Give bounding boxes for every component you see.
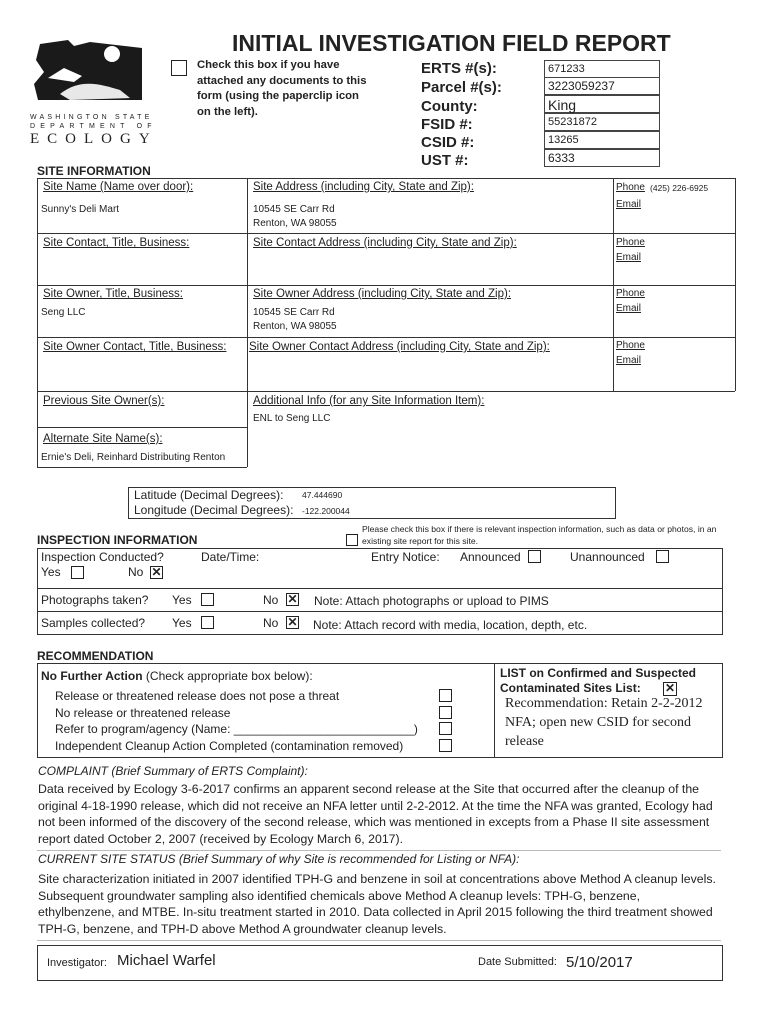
site-owner-label: Site Owner, Title, Business: [43,288,183,300]
county-field[interactable]: King [544,95,660,113]
nfa-option-3-checkbox[interactable] [439,722,452,735]
samples-yes-checkbox[interactable] [201,616,214,629]
site-contact-label: Site Contact, Title, Business: [43,237,190,249]
samples-no-label: No [263,616,279,630]
logo-line2: DEPARTMENT OF [30,123,157,130]
conducted-yes-checkbox[interactable] [71,566,84,579]
logo-line1: WASHINGTON STATE [30,114,153,121]
site-owner-value[interactable]: Seng LLC [41,307,86,318]
erts-field[interactable]: 671233 [544,60,660,78]
site-owner-address-label: Site Owner Address (including City, State and Zip): [253,288,512,300]
csl-list-checkbox[interactable]: ✕ [664,681,676,695]
erts-label: ERTS #(s): [421,60,497,77]
datetime-label: Date/Time: [201,550,260,564]
longitude-value[interactable]: -122.200044 [302,506,350,516]
owner-contact-label: Site Owner Contact, Title, Business: [43,341,227,353]
complaint-heading: COMPLAINT (Brief Summary of ERTS Complaint): [38,764,308,778]
alternate-name-value[interactable]: Ernie's Deli, Reinhard Distributing Renton [41,452,226,463]
ust-label: UST #: [421,152,469,169]
inspection-heading: INSPECTION INFORMATION [37,533,198,547]
photographs-yes-label: Yes [172,593,192,607]
nfa-option-1-checkbox[interactable] [439,689,452,702]
csl-recommendation-note[interactable]: Recommendation: Retain 2-2-2012 NFA; open new CSID for second release [505,696,703,749]
site-address-line2[interactable]: Renton, WA 98055 [253,218,337,229]
site-phone-label: Phone [616,182,645,193]
additional-info-value[interactable]: ENL to Seng LLC [253,413,331,424]
contact-phone-label: Phone [616,237,645,248]
site-name-label: Site Name (Name over door): [43,181,194,193]
nfa-option-4-label: Independent Cleanup Action Completed (contamination removed) [55,739,404,753]
conducted-no-checkbox[interactable]: ✕ [151,565,162,579]
photographs-no-checkbox[interactable]: ✕ [287,592,298,606]
nfa-option-1-label: Release or threatened release does not pose a threat [55,689,340,703]
site-info-heading: SITE INFORMATION [37,164,151,178]
owner-contact-phone-label: Phone [616,340,645,351]
photographs-yes-checkbox[interactable] [201,593,214,606]
entry-notice-label: Entry Notice: [371,550,440,564]
nfa-label: No Further Action [41,669,143,683]
site-address-label: Site Address (including City, State and Zip): [253,181,474,193]
announced-checkbox[interactable] [528,550,541,563]
investigator-value[interactable]: Michael Warfel [117,952,216,969]
photographs-label: Photographs taken? [41,593,149,607]
nfa-option-4-checkbox[interactable] [439,739,452,752]
site-email-label: Email [616,199,642,210]
recommendation-heading: RECOMMENDATION [37,649,154,663]
inspection-conducted-label: Inspection Conducted? [41,550,164,564]
washington-map-icon [30,38,150,110]
date-submitted-value[interactable]: 5/10/2017 [566,954,633,971]
owner-address-line1[interactable]: 10545 SE Carr Rd [253,307,335,318]
csid-field[interactable]: 13265 [544,131,660,149]
announced-label: Announced [460,550,521,564]
nfa-option-2-label: No release or threatened release [55,706,231,720]
nfa-option-2-checkbox[interactable] [439,706,452,719]
owner-contact-address-label: Site Owner Contact Address (including City, State and Zip): [249,341,550,353]
latitude-label: Latitude (Decimal Degrees): [134,488,284,502]
existing-report-checkbox[interactable] [346,534,358,546]
owner-contact-email-label: Email [616,355,642,366]
ust-field[interactable]: 6333 [544,149,660,167]
nfa-option-3-label: Refer to program/agency (Name: ___________________________) [55,722,418,736]
longitude-label: Longitude (Decimal Degrees): [134,503,294,517]
site-name-value[interactable]: Sunny's Deli Mart [41,204,120,215]
latitude-value[interactable]: 47.444690 [302,490,343,500]
county-label: County: [421,98,478,115]
fsid-field[interactable]: 55231872 [544,113,660,131]
ecology-logo [30,38,158,148]
nfa-heading [41,669,313,683]
contact-email-label: Email [616,252,642,263]
photographs-note: Note: Attach photographs or upload to PIMS [314,594,549,608]
csl-list-label: LIST on Confirmed and Suspected Contaminated Sites List: [500,666,697,695]
status-text[interactable]: Site characterization initiated in 2007 identified TPH-G and benzene in soil at concentrations above Method A cleanup levels. Subsequent groundwater sampling also identified chemicals above Method A cleanup levels: TPH-G, benzene, ethylbenzene, and MTBE. In-situ treatment started in 2010. Data collected in April 2015 following the third treatment showed TPH-G, benzene, and TPH-D above Method A groundwater cleanup levels. [38,872,716,936]
complaint-text[interactable]: Data received by Ecology 3-6-2017 confirms an apparent second release at the Site that occurred after the cleanup of the original 4-18-1990 release, which did not receive an NFA letter until 2-2-2012. At the time the NFA was granted, Ecology had not been informed of the discovery of the second release, which was mentioned in excepts from a Phase II site assessment report dated October 2, 2007 (received by Ecology March 6, 2017). [38,782,713,846]
unannounced-label: Unannounced [570,550,645,564]
csid-label: CSID #: [421,134,475,151]
samples-note: Note: Attach record with media, location, depth, etc. [313,618,588,632]
existing-report-note: Please check this box if there is relevant inspection information, such as data or photos, in an existing site report for this site. [362,524,717,546]
site-phone-value[interactable]: (425) 226-6925 [650,183,709,193]
status-heading: CURRENT SITE STATUS (Brief Summary of why Site is recommended for Listing or NFA): [38,852,520,866]
samples-no-checkbox[interactable]: ✕ [287,615,298,629]
attach-note: Check this box if you have attached any documents to this form (using the paperclip icon on the left). [197,59,367,118]
parcel-field[interactable]: 3223059237 [544,77,660,95]
unannounced-checkbox[interactable] [656,550,669,563]
conducted-no-label: No [128,565,144,579]
date-submitted-label: Date Submitted: [478,956,557,968]
previous-owner-label: Previous Site Owner(s): [43,395,165,407]
conducted-yes-label: Yes [41,565,61,579]
samples-yes-label: Yes [172,616,192,630]
alternate-name-label: Alternate Site Name(s): [43,433,163,445]
nfa-suffix: (Check appropriate box below): [145,669,313,683]
attach-checkbox[interactable] [171,60,187,76]
owner-address-line2[interactable]: Renton, WA 98055 [253,321,337,332]
photographs-no-label: No [263,593,279,607]
additional-info-label: Additional Info (for any Site Information Item): [253,395,485,407]
site-address-line1[interactable]: 10545 SE Carr Rd [253,204,335,215]
page-title: INITIAL INVESTIGATION FIELD REPORT [232,30,671,56]
fsid-label: FSID #: [421,116,473,133]
investigator-label: Investigator: [47,957,107,969]
site-contact-address-label: Site Contact Address (including City, State and Zip): [253,237,517,249]
samples-label: Samples collected? [41,616,146,630]
owner-email-label: Email [616,303,642,314]
owner-phone-label: Phone [616,288,645,299]
parcel-label: Parcel #(s): [421,79,502,96]
logo-line3: ECOLOGY [30,131,158,147]
